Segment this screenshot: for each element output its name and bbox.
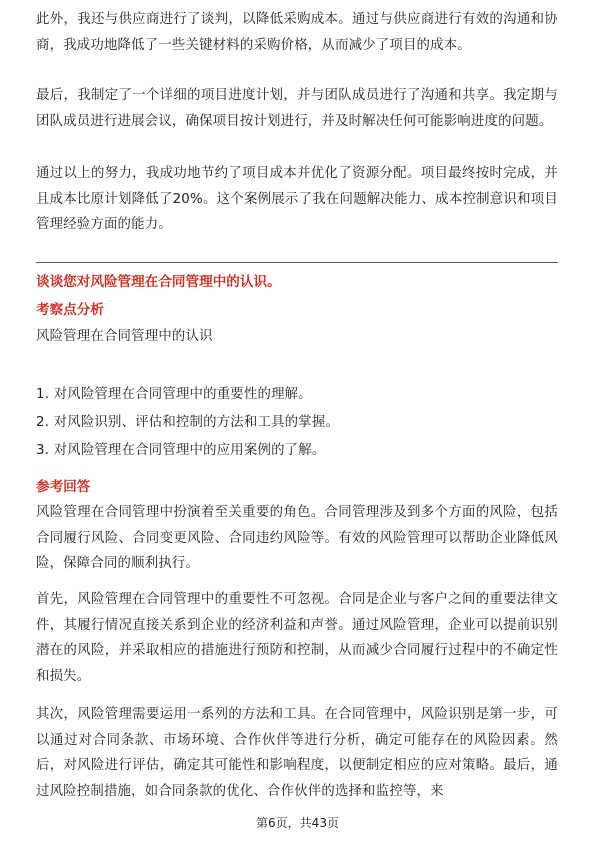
analysis-heading: 考察点分析 — [36, 302, 104, 318]
analysis-point: 3. 对风险管理在合同管理中的应用案例的了解。 — [36, 443, 326, 458]
answer-paragraph: 其次，风险管理需要运用一系列的方法和工具。在合同管理中，风险识别是第一步，可以通过对合同条款、市场环境、合作伙伴等进行分析，确定可能存在的风险因素。然后，对风险进行评估，确定其可能性和影响程度，以便制定相应的应对策略。最后，通过风险控制措施，如合同条款的优化、合作伙伴的选择和监控等，来 — [36, 707, 558, 799]
body-paragraph: 此外，我还与供应商进行了谈判，以降低采购成本。通过与供应商进行有效的沟通和协商，我成功地降低了一些关键材料的采购价格，从而减少了项目的成本。 — [36, 12, 558, 53]
section-divider — [36, 262, 558, 263]
page-number: 第6页，共43页 — [256, 816, 339, 830]
analysis-point: 1. 对风险管理在合同管理中的重要性的理解。 — [36, 387, 312, 402]
analysis-point: 2. 对风险识别、评估和控制的方法和工具的掌握。 — [36, 415, 340, 430]
interview-question: 谈谈您对风险管理在合同管理中的认识。 — [36, 274, 281, 290]
answer-paragraph: 首先，风险管理在合同管理中的重要性不可忽视。合同是企业与客户之间的重要法律文件，其履行情况直接关系到企业的经济利益和声誉。通过风险管理，企业可以提前识别潜在的风险，并采取相应的措施进行预防和控制，从而减少合同履行过程中的不确定性和损失。 — [36, 592, 558, 684]
answer-heading: 参考回答 — [36, 479, 91, 495]
body-paragraph: 最后，我制定了一个详细的项目进度计划，并与团队成员进行了沟通和共享。我定期与团队成员进行进展会议，确保项目按计划进行，并及时解决任何可能影响进度的问题。 — [36, 88, 558, 129]
body-paragraph: 通过以上的努力，我成功地节约了项目成本并优化了资源分配。项目最终按时完成，并且成本比原计划降低了20%。这个案例展示了我在问题解决能力、成本控制意识和项目管理经验方面的能力。 — [36, 166, 558, 232]
answer-paragraph: 风险管理在合同管理中扮演着至关重要的角色。合同管理涉及到多个方面的风险，包括合同履行风险、合同变更风险、合同违约风险等。有效的风险管理可以帮助企业降低风险，保障合同的顺利执行。 — [36, 505, 558, 571]
analysis-topic: 风险管理在合同管理中的认识 — [36, 329, 213, 344]
